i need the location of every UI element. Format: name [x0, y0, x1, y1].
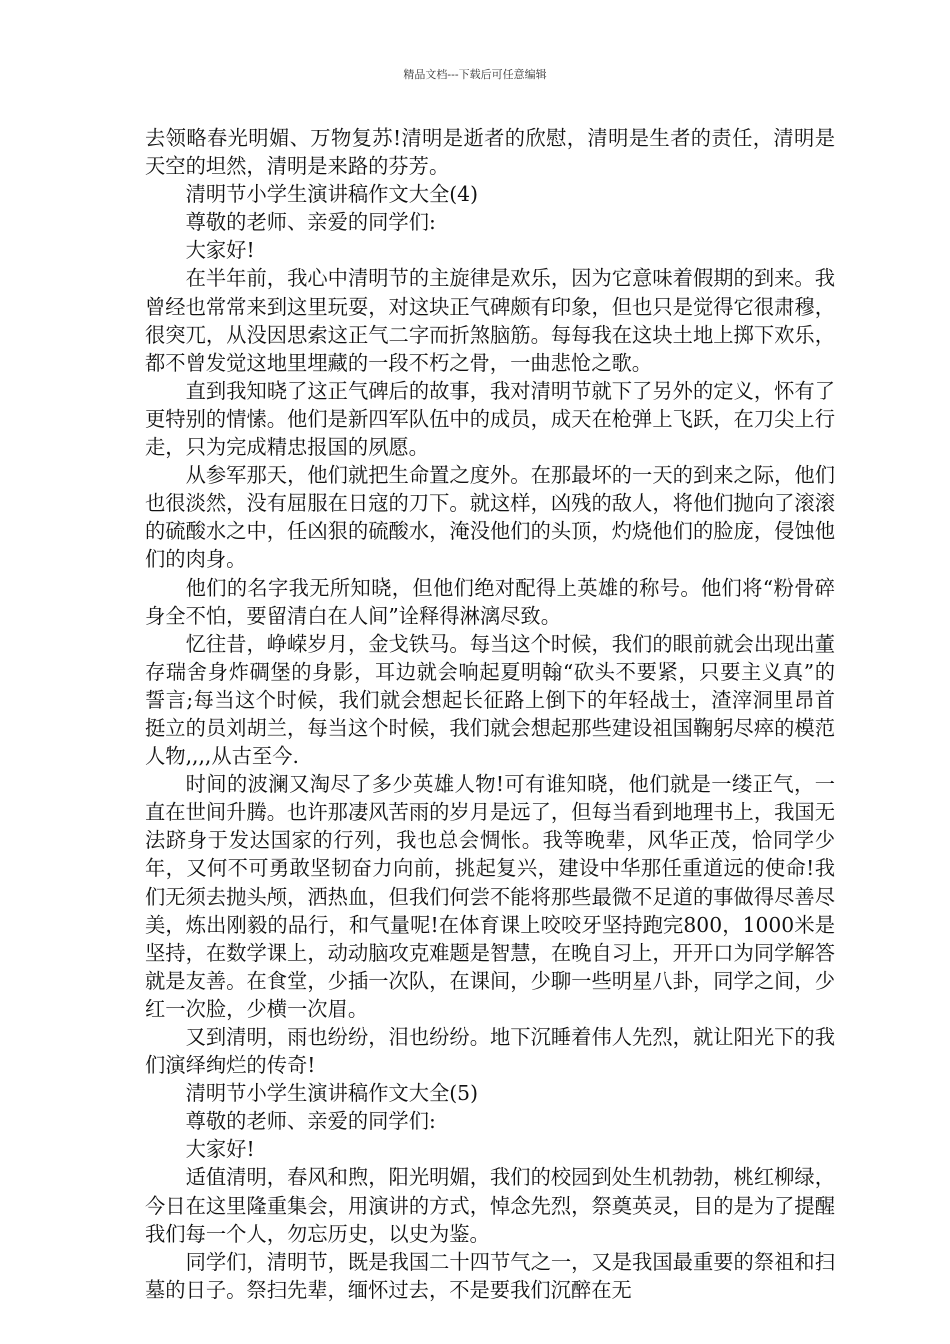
paragraph: 他们的名字我无所知晓，但他们绝对配得上英雄的称号。他们将“粉骨碎身全不怕，要留清白在人间”诠释得淋漓尽致。: [145, 575, 835, 628]
page-header: 精品文档---下载后可任意编辑: [403, 68, 547, 81]
paragraph: 在半年前，我心中清明节的主旋律是欢乐，因为它意味着假期的到来。我曾经也常常来到这里玩耍，对这块正气碑颇有印象，但也只是觉得它很肃穆，很突兀，从没因思索这正气二字而折煞脑筋。每每我在这块土地上掷下欢乐，都不曾发觉这地里埋藏的一段不朽之骨，一曲悲怆之歌。: [145, 266, 835, 375]
paragraph: 尊敬的老师、亲爱的同学们:: [185, 1109, 436, 1134]
paragraph: 尊敬的老师、亲爱的同学们:: [185, 210, 436, 235]
paragraph: 时间的波澜又淘尽了多少英雄人物!可有谁知晓，他们就是一缕正气，一直在世间升腾。也许那凄风苦雨的岁月是远了，但每当看到地理书上，我国无法跻身于发达国家的行列，我也总会惆怅。我等晚辈，风华正茂，恰同学少年，又何不可勇敢坚韧奋力向前，挑起复兴，建设中华那任重道远的使命!我们无须去抛头颅，洒热血，但我们何尝不能将那些最微不足道的事做得尽善尽美，炼出刚毅的品行，和气量呢!在体育课上咬咬牙坚持跑完800，1000米是坚持，在数学课上，动动脑攻克难题是智慧，在晚自习上，开开口为同学解答就是友善。在食堂，少插一次队，在课间，少聊一些明星八卦，同学之间，少红一次脸，少横一次眉。: [145, 772, 835, 1021]
paragraph: 去领略春光明媚、万物复苏!清明是逝者的欣慰，清明是生者的责任，清明是天空的坦然，清明是来路的芬芳。: [145, 126, 835, 179]
document-body: [145, 124, 835, 1304]
paragraph: 适值清明，春风和煦，阳光明媚，我们的校园到处生机勃勃，桃红柳绿，今日在这里隆重集会，用演讲的方式，悼念先烈，祭奠英灵，目的是为了提醒我们每一个人，勿忘历史，以史为鉴。: [145, 1165, 835, 1246]
paragraph: 大家好!: [185, 238, 255, 263]
paragraph: 清明节小学生演讲稿作文大全(4): [185, 182, 478, 207]
paragraph: 大家好!: [185, 1137, 255, 1162]
paragraph: 从参军那天，他们就把生命置之度外。在那最坏的一天的到来之际，他们也很淡然，没有屈服在日寇的刀下。就这样，凶残的敌人，将他们抛向了滚滚的硫酸水之中，任凶狠的硫酸水，淹没他们的头顶，灼烧他们的脸庞，侵蚀他们的肉身。: [145, 463, 835, 572]
paragraph: 清明节小学生演讲稿作文大全(5): [185, 1081, 478, 1106]
paragraph: 同学们，清明节，既是我国二十四节气之一，又是我国最重要的祭祖和扫墓的日子。祭扫先辈，缅怀过去，不是要我们沉醉在无: [145, 1249, 835, 1302]
paragraph: 又到清明，雨也纷纷，泪也纷纷。地下沉睡着伟人先烈，就让阳光下的我们演绎绚烂的传奇!: [145, 1025, 835, 1078]
paragraph: 直到我知晓了这正气碑后的故事，我对清明节就下了另外的定义，怀有了更特别的情愫。他们是新四军队伍中的成员，成天在枪弹上飞跃，在刀尖上行走，只为完成精忠报国的夙愿。: [145, 378, 835, 460]
paragraph: 忆往昔，峥嵘岁月，金戈铁马。每当这个时候，我们的眼前就会出现出董存瑞舍身炸碉堡的身影，耳边就会响起夏明翰“砍头不要紧，只要主义真”的誓言;每当这个时候，我们就会想起长征路上倒下的年轻战士，渣滓洞里昂首挺立的员刘胡兰，每当这个时候，我们就会想起那些建设祖国鞠躬尽瘁的模范人物,,,,从古至今.: [145, 631, 835, 769]
